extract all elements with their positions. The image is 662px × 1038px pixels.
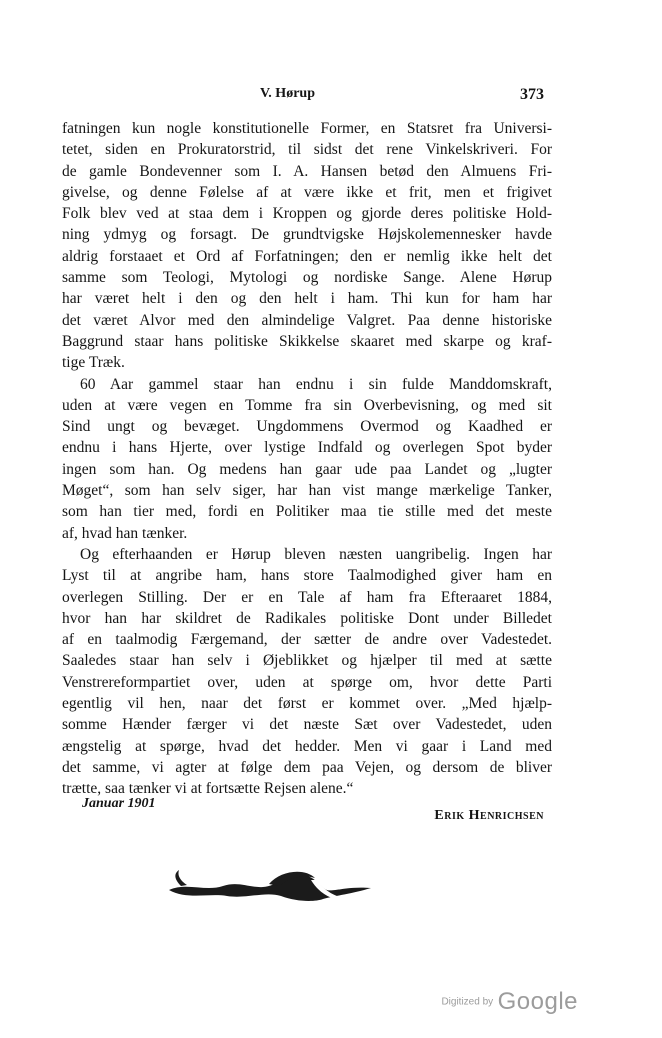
text-line: ingen som han. Og medens han gaar ude paa Landet og „lugter xyxy=(62,460,552,478)
date-line: Januar 1901 xyxy=(82,796,156,811)
text-line: ning ydmyg og forsagt. De grundtvigske Højskolemennesker havde xyxy=(62,226,552,244)
text-line: trætte, saa tænker vi at fortsætte Rejsen alene.“ xyxy=(62,780,354,798)
text-line: fatningen kun nogle konstitutionelle Former, en Statsret fra Universi- xyxy=(62,120,552,137)
body-text xyxy=(62,118,552,800)
text-line: har været helt i den og den helt i ham. Thi kun for ham har xyxy=(62,290,552,308)
text-line: somme Hænder færger vi det næste Sæt over Vadestedet, uden xyxy=(62,716,552,734)
author-signature: Erik Henrichsen xyxy=(434,808,544,823)
page-number: 373 xyxy=(520,86,544,103)
text-line: endnu i hans Hjerte, over lystige Indfald og overlegen Spot byder xyxy=(62,439,552,457)
text-line: overlegen Stilling. Der er en Tale af ham fra Efteraaret 1884, xyxy=(62,588,552,606)
text-line: Lyst til at angribe ham, hans store Taalmodighed giver ham en xyxy=(62,567,552,585)
watermark-brand: Google xyxy=(497,988,578,1015)
text-line: det været Alvor med den almindelige Valgret. Paa denne historiske xyxy=(62,311,552,329)
watermark-prefix: Digitized by xyxy=(441,996,494,1008)
text-line: af, hvad han tænker. xyxy=(62,524,188,542)
text-line: af en taalmodig Færgemand, der sætter de andre over Vadestedet. xyxy=(62,631,552,649)
text-line: Baggrund staar hans politiske Skikkelse skaaret med skarpe og kraf- xyxy=(62,332,552,350)
text-line: hvor han har skildret de Radikales politiske Dont under Billedet xyxy=(62,609,552,627)
text-line: uden at være vegen en Tomme fra sin Overbevisning, og med sit xyxy=(62,396,552,414)
text-line: tetet, siden en Prokuratorstrid, til sidst det rene Vinkelskriveri. For xyxy=(62,141,552,159)
paragraph xyxy=(62,374,552,544)
text-line: givelse, og denne Følelse af at være ikke et frit, men et frigivet xyxy=(62,183,552,201)
running-title: V. Hørup xyxy=(260,86,315,101)
text-line: aldrig forstaaet et Ord af Forfatningen; den er nemlig ikke helt det xyxy=(62,247,552,265)
text-line: som han tier med, fordi en Politiker maa tie stille med det meste xyxy=(62,503,552,521)
text-line: Møget“, som han selv siger, har han vist mange mærkelige Tanker, xyxy=(62,482,552,500)
text-line: de gamle Bondevenner som I. A. Hansen betød den Almuens Fri- xyxy=(62,162,552,180)
text-line: samme som Teologi, Mytologi og nordiske Sange. Alene Hørup xyxy=(62,269,552,287)
paragraph xyxy=(62,544,552,800)
text-line: 60 Aar gammel staar han endnu i sin fulde Manddomskraft, xyxy=(80,375,552,393)
fleuron-ornament xyxy=(165,866,375,908)
text-line: ængstelig at spørge, hvad det hedder. Men vi gaar i Land med xyxy=(62,737,552,755)
text-line: Sind ungt og bevæget. Ungdommens Overmod og Kaadhed er xyxy=(62,418,552,436)
text-line: tige Træk. xyxy=(62,354,125,372)
text-line: det samme, vi agter at følge dem paa Vejen, og dersom de bliver xyxy=(62,758,552,776)
text-line: Saaledes staar han selv i Øjeblikket og hjælper til med at sætte xyxy=(62,652,552,670)
text-line: Og efterhaanden er Hørup bleven næsten uangribelig. Ingen har xyxy=(80,545,552,563)
running-head xyxy=(0,86,662,110)
paragraph xyxy=(62,118,552,374)
digitized-watermark xyxy=(441,988,578,1016)
text-line: Venstrereformpartiet over, uden at spørge om, hvor dette Parti xyxy=(62,673,552,691)
text-line: egentlig vil hen, naar det først er kommet over. „Med hjælp- xyxy=(62,695,552,713)
text-line: Folk blev ved at staa dem i Kroppen og gjorde deres politiske Hold- xyxy=(62,205,552,223)
